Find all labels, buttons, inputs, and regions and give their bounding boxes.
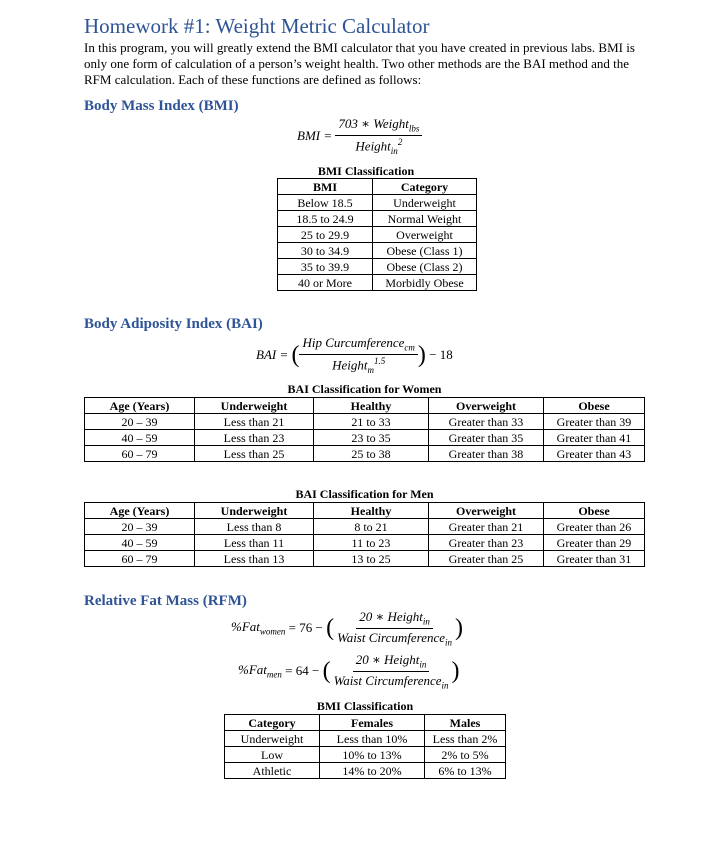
rfm-men-lhs-sub: men	[266, 669, 282, 680]
bmi-formula-numerator: 703 ∗ Weight	[338, 116, 409, 131]
table-row	[85, 519, 645, 535]
table-row	[278, 195, 477, 211]
table-header-cell: Overweight	[429, 503, 544, 519]
bmi-formula-fraction	[335, 116, 422, 156]
table-cell: 11 to 23	[314, 535, 429, 551]
table-cell: Obese (Class 1)	[373, 243, 477, 259]
table-cell: Less than 23	[195, 430, 314, 446]
table-cell: Greater than 38	[429, 446, 544, 462]
table-header-cell: Age (Years)	[85, 398, 195, 414]
table-cell: Less than 25	[195, 446, 314, 462]
table-header-cell: Age (Years)	[85, 503, 195, 519]
rfm-women-numerator-sub: in	[422, 616, 430, 627]
right-paren-icon: )	[417, 341, 426, 368]
table-cell: Less than 11	[195, 535, 314, 551]
table-header-cell: Healthy	[314, 503, 429, 519]
table-cell: Overweight	[373, 227, 477, 243]
table-cell: Greater than 35	[429, 430, 544, 446]
bai-men-caption: BAI Classification for Men	[295, 487, 434, 501]
table-cell: 2% to 5%	[425, 747, 506, 763]
rfm-women-denominator-sub: in	[445, 637, 453, 648]
bmi-formula-denominator: Height	[355, 137, 391, 153]
bai-formula-denominator: Height	[332, 356, 368, 372]
page-title: Homework #1: Weight Metric Calculator	[84, 14, 430, 38]
table-cell: Greater than 33	[429, 414, 544, 430]
bai-women-caption: BAI Classification for Women	[287, 382, 442, 396]
table-cell: 25 to 29.9	[278, 227, 373, 243]
table-cell: 10% to 13%	[320, 747, 425, 763]
table-cell: Greater than 39	[544, 414, 645, 430]
table-row	[85, 446, 645, 462]
table-cell: 23 to 35	[314, 430, 429, 446]
table-row	[225, 763, 506, 779]
bmi-formula-numerator-sub: lbs	[408, 123, 420, 134]
table-cell: Normal Weight	[373, 211, 477, 227]
table-row	[278, 211, 477, 227]
rfm-men-numerator: 20 ∗ Height	[355, 652, 420, 667]
table-row	[278, 227, 477, 243]
left-paren-icon: (	[326, 615, 335, 642]
table-header-row	[225, 715, 506, 731]
table-cell: Less than 2%	[425, 731, 506, 747]
table-header-cell: Underweight	[195, 503, 314, 519]
rfm-women-lhs-sub: women	[259, 626, 286, 637]
table-header-cell: Males	[425, 715, 506, 731]
rfm-men-numerator-sub: in	[419, 659, 427, 670]
rfm-men-denominator: Waist Circumference	[333, 672, 442, 688]
rfm-men-fraction	[331, 652, 452, 690]
rfm-women-numerator: 20 ∗ Height	[359, 609, 423, 624]
rfm-table-caption: BMI Classification	[316, 699, 414, 713]
bai-women-table	[84, 397, 645, 462]
table-row	[85, 414, 645, 430]
table-header-cell: Obese	[544, 398, 645, 414]
bmi-formula-denominator-sub: in	[390, 145, 398, 156]
table-cell: Athletic	[225, 763, 320, 779]
table-cell: 8 to 21	[314, 519, 429, 535]
table-cell: Less than 13	[195, 551, 314, 567]
rfm-women-denominator: Waist Circumference	[337, 629, 446, 645]
rfm-women-mid: = 76 −	[288, 620, 323, 636]
table-cell: Greater than 43	[544, 446, 645, 462]
table-cell: Greater than 29	[544, 535, 645, 551]
table-cell: 35 to 39.9	[278, 259, 373, 275]
intro-paragraph: In this program, you will greatly extend the BMI calculator that you have created in previous labs. BMI is only one form of calculation of a person’s weight health. Two other methods are the BAI method and the RFM calculation. Each of these functions are defined as follows:	[84, 40, 635, 87]
table-cell: 40 or More	[278, 275, 373, 291]
rfm-classification-table	[224, 714, 506, 779]
rfm-women-formula	[231, 609, 463, 647]
bai-formula-denominator-sup: 1.5	[374, 355, 386, 366]
table-cell: 20 – 39	[85, 519, 195, 535]
left-paren-icon: (	[291, 341, 300, 368]
table-cell: Greater than 25	[429, 551, 544, 567]
table-header-cell: Category	[225, 715, 320, 731]
table-header-cell: Obese	[544, 503, 645, 519]
bmi-classification-table	[277, 178, 477, 291]
table-cell: 13 to 25	[314, 551, 429, 567]
bmi-formula-lhs: BMI =	[297, 127, 333, 143]
table-header-cell: BMI	[278, 179, 373, 195]
table-row	[85, 430, 645, 446]
table-header-cell: Females	[320, 715, 425, 731]
bai-formula-numerator-sub: cm	[404, 342, 415, 353]
table-cell: Greater than 31	[544, 551, 645, 567]
rfm-men-lhs: %Fat	[238, 662, 267, 678]
table-cell: 60 – 79	[85, 446, 195, 462]
bai-formula-tail: − 18	[429, 346, 453, 362]
rfm-men-mid: = 64 −	[285, 663, 320, 679]
table-cell: 60 – 79	[85, 551, 195, 567]
table-header-cell: Overweight	[429, 398, 544, 414]
right-paren-icon: )	[451, 658, 460, 685]
table-cell: Morbidly Obese	[373, 275, 477, 291]
table-cell: Greater than 21	[429, 519, 544, 535]
rfm-men-formula	[238, 652, 460, 690]
table-row	[278, 259, 477, 275]
bai-formula-numerator: Hip Curcumference	[302, 335, 405, 350]
table-cell: 25 to 38	[314, 446, 429, 462]
table-cell: 20 – 39	[85, 414, 195, 430]
bai-formula-lhs: BAI =	[256, 346, 289, 362]
table-header-cell: Underweight	[195, 398, 314, 414]
table-cell: Greater than 26	[544, 519, 645, 535]
table-header-row	[85, 503, 645, 519]
table-row	[278, 243, 477, 259]
right-paren-icon: )	[455, 615, 464, 642]
table-cell: 40 – 59	[85, 535, 195, 551]
table-cell: Low	[225, 747, 320, 763]
left-paren-icon: (	[322, 658, 331, 685]
table-row	[278, 275, 477, 291]
bai-formula-fraction	[299, 335, 417, 375]
rfm-heading: Relative Fat Mass (RFM)	[84, 593, 247, 609]
table-header-row	[278, 179, 477, 195]
table-header-cell: Category	[373, 179, 477, 195]
bai-heading: Body Adiposity Index (BAI)	[84, 316, 263, 332]
bmi-formula-denominator-sup: 2	[397, 136, 403, 147]
table-cell: Less than 10%	[320, 731, 425, 747]
table-header-row	[85, 398, 645, 414]
table-cell: 40 – 59	[85, 430, 195, 446]
table-cell: Greater than 41	[544, 430, 645, 446]
table-cell: 14% to 20%	[320, 763, 425, 779]
bmi-table-caption: BMI Classification	[317, 164, 415, 178]
bmi-heading: Body Mass Index (BMI)	[84, 98, 239, 114]
table-cell: 21 to 33	[314, 414, 429, 430]
table-cell: Underweight	[225, 731, 320, 747]
table-row	[225, 747, 506, 763]
table-cell: Obese (Class 2)	[373, 259, 477, 275]
table-cell: 6% to 13%	[425, 763, 506, 779]
table-cell: 18.5 to 24.9	[278, 211, 373, 227]
table-cell: Less than 21	[195, 414, 314, 430]
bai-formula	[256, 335, 453, 375]
rfm-men-denominator-sub: in	[441, 680, 449, 691]
table-row	[85, 551, 645, 567]
table-cell: Less than 8	[195, 519, 314, 535]
table-row	[85, 535, 645, 551]
table-cell: Below 18.5	[278, 195, 373, 211]
rfm-women-fraction	[334, 609, 455, 647]
bai-formula-denominator-sub: m	[367, 364, 375, 375]
table-header-cell: Healthy	[314, 398, 429, 414]
bmi-formula	[297, 116, 422, 156]
rfm-women-lhs: %Fat	[231, 619, 260, 635]
table-cell: 30 to 34.9	[278, 243, 373, 259]
bai-men-table	[84, 502, 645, 567]
table-cell: Greater than 23	[429, 535, 544, 551]
table-cell: Underweight	[373, 195, 477, 211]
table-row	[225, 731, 506, 747]
